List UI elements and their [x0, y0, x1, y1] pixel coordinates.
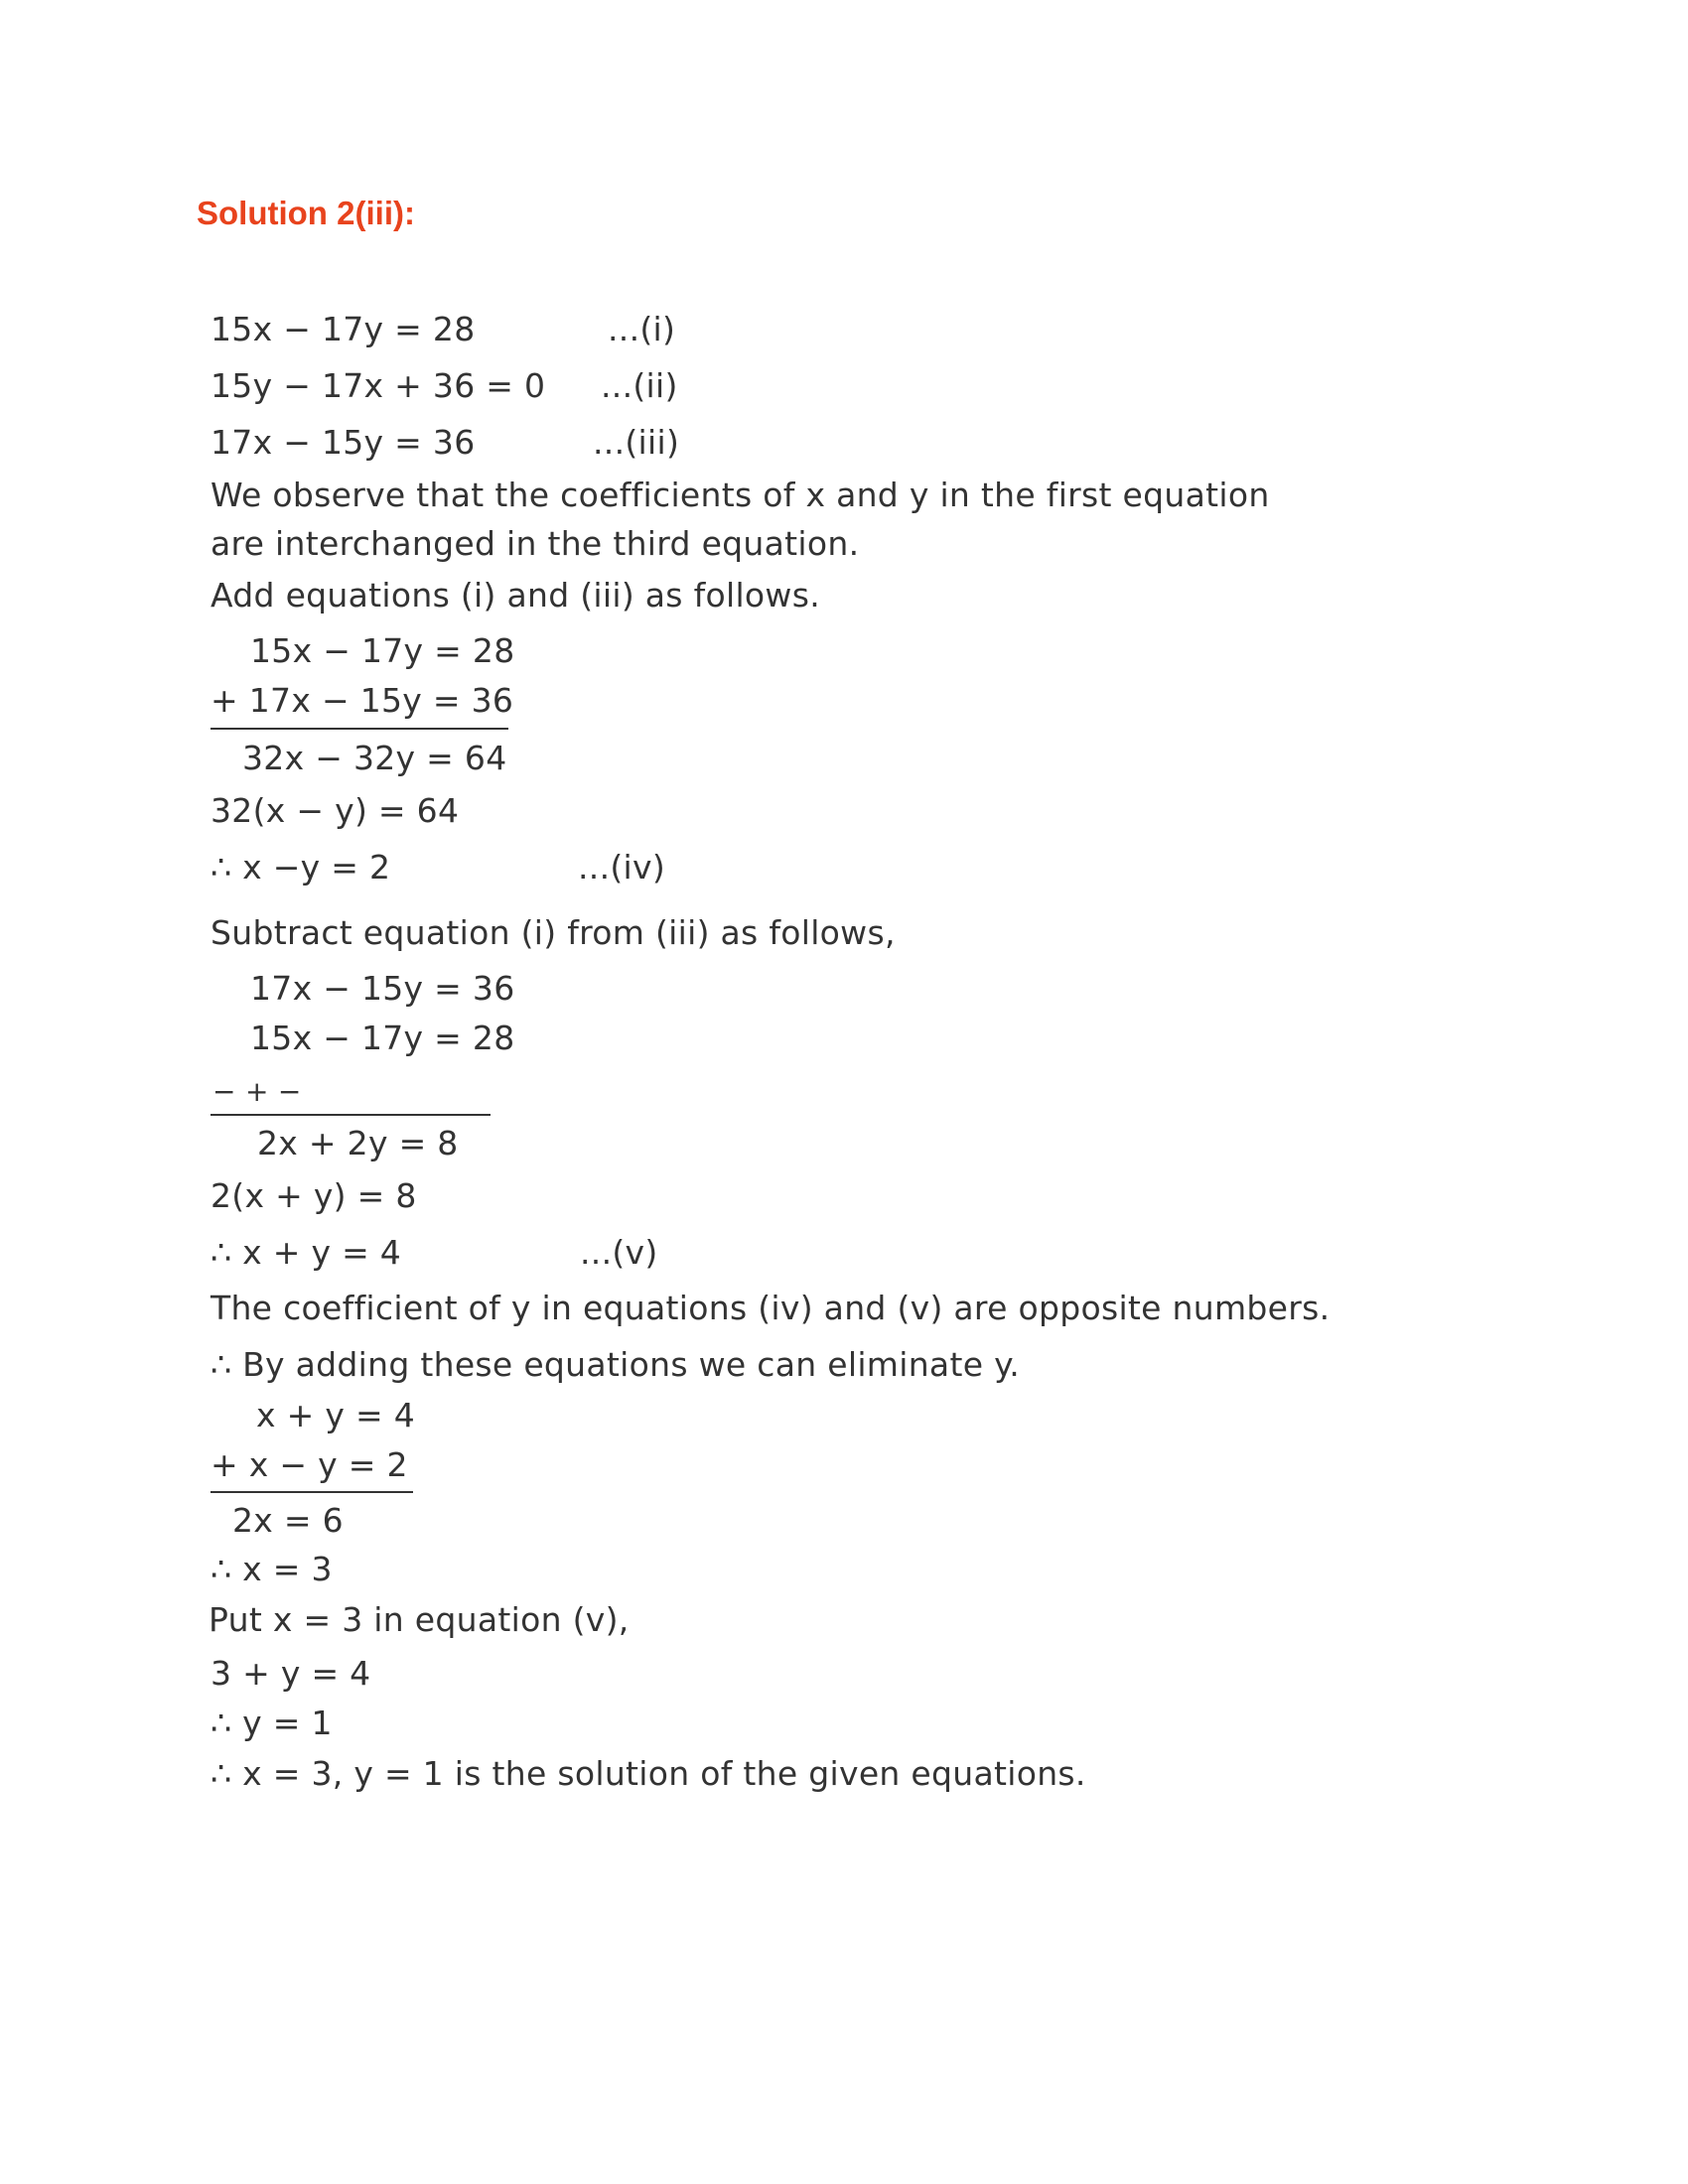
add-instruction: Add equations (i) and (iii) as follows.	[211, 576, 820, 614]
subtract-instruction: Subtract equation (i) from (iii) as follows,	[211, 913, 896, 952]
factored-line-2: 2(x + y) = 8	[211, 1176, 417, 1215]
sum-rule	[211, 728, 508, 730]
equation-text: 15y − 17x + 36 = 0	[211, 366, 546, 405]
equation-1	[211, 310, 676, 349]
equation-tag: ...(v)	[580, 1233, 658, 1272]
observation-line-2: are interchanged in the third equation.	[211, 524, 860, 563]
add2-result: 2x = 6	[232, 1501, 344, 1540]
sum-rule-2	[211, 1491, 413, 1493]
equation-5	[211, 1233, 658, 1273]
factored-line: 32(x − y) = 64	[211, 791, 460, 830]
elimination-note: ∴ By adding these equations we can eliminate y.	[211, 1345, 1020, 1384]
equation-text: ∴ x −y = 2	[211, 848, 391, 887]
equation-tag: ...(iii)	[593, 423, 680, 462]
add2-row-2: + x − y = 2	[211, 1445, 408, 1484]
equation-tag: ...(i)	[608, 310, 676, 348]
equation-text: 15x − 17y = 28	[211, 310, 476, 348]
equation-text: ∴ x + y = 4	[211, 1233, 402, 1272]
y-value: ∴ y = 1	[211, 1704, 333, 1742]
equation-tag: ...(iv)	[578, 848, 666, 887]
add-row-2: + 17x − 15y = 36	[211, 681, 514, 720]
substituted-equation: 3 + y = 4	[211, 1654, 371, 1693]
sub-result: 2x + 2y = 8	[257, 1124, 459, 1162]
equation-text: 17x − 15y = 36	[211, 423, 476, 462]
sign-row: − + −	[212, 1075, 302, 1108]
substitution-line: Put x = 3 in equation (v),	[209, 1600, 630, 1639]
x-value: ∴ x = 3	[211, 1550, 333, 1588]
final-solution: ∴ x = 3, y = 1 is the solution of the given equations.	[211, 1754, 1086, 1793]
solution-heading: Solution 2(iii):	[197, 195, 415, 231]
sub-row-2: 15x − 17y = 28	[250, 1019, 515, 1057]
add-row-1: 15x − 17y = 28	[250, 631, 515, 670]
difference-rule	[211, 1114, 491, 1116]
sub-row-1: 17x − 15y = 36	[250, 969, 515, 1008]
equation-4	[211, 848, 666, 887]
observation-line-1: We observe that the coefficients of x and y in the first equation	[211, 476, 1270, 514]
coefficient-note: The coefficient of y in equations (iv) and (v) are opposite numbers.	[211, 1289, 1331, 1327]
add2-row-1: x + y = 4	[256, 1396, 416, 1434]
add-result: 32x − 32y = 64	[242, 739, 507, 777]
equation-2	[211, 366, 678, 406]
equation-3	[211, 423, 680, 463]
equation-tag: ...(ii)	[601, 366, 678, 405]
